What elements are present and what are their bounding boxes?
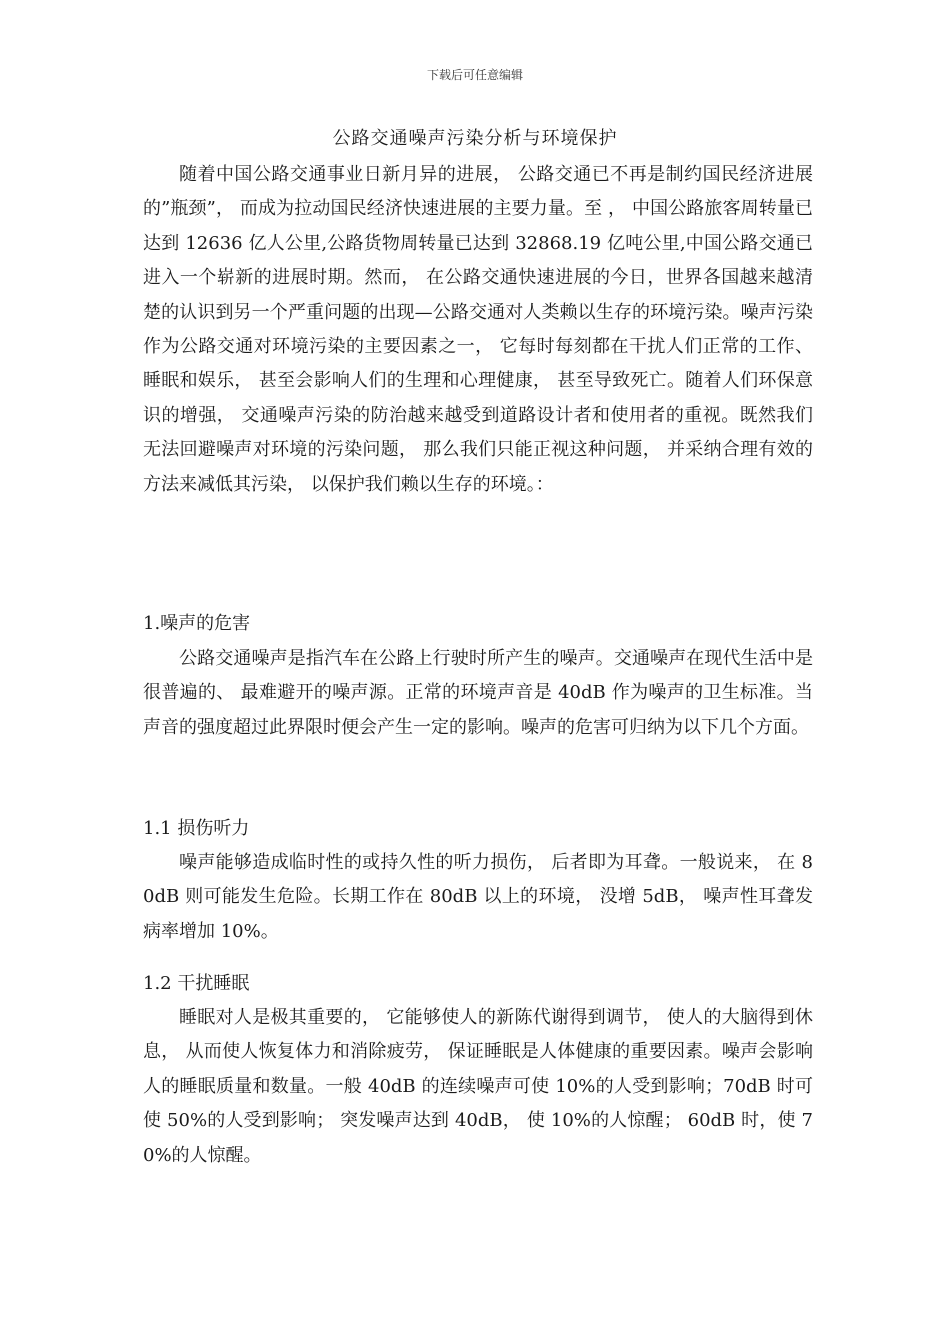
section-heading-1-1: 1.1 损伤听力 xyxy=(143,818,250,839)
intro-paragraph: 随着中国公路交通事业日新月异的进展， 公路交通已不再是制约国民经济进展的”瓶颈”， 而成为拉动国民经济快速进展的主要力量。至 ， 中国公路旅客周转量已达到 12636 亿人公里,公路货物周转量已达到 32868.19 亿吨公里,中国公路交通已进入一个崭新的进展时期。然而， 在公路交通快速进展的今日，世界各国越来越清楚的认识到另一个严重问题的出现—公路交通对人类赖以生存的环境污染。噪声污染作为公路交通对环境污染的主要因素之一， 它每时每刻都在干扰人们正常的工作、 睡眠和娱乐， 甚至会影响人们的生理和心理健康， 甚至导致死亡。随着人们环保意识的增强， 交通噪声污染的防治越来越受到道路设计者和使用者的重视。既然我们无法回避噪声对环境的污染问题， 那么我们只能正视这种问题， 并采纳合理有效的方法来减低其污染， 以保护我们赖以生存的环境。： xyxy=(143,164,813,495)
section-heading-1: 1.噪声的危害 xyxy=(143,613,251,634)
header-note: 下载后可任意编辑 xyxy=(426,68,523,82)
section-1-paragraph: 公路交通噪声是指汽车在公路上行驶时所产生的噪声。交通噪声在现代生活中是很普遍的、 最难避开的噪声源。正常的环境声音是 40dB 作为噪声的卫生标准。当声音的强度超过此界限时便会产生一定的影响。噪声的危害可归纳为以下几个方面。 xyxy=(143,648,813,738)
section-1-1-paragraph: 噪声能够造成临时性的或持久性的听力损伤， 后者即为耳聋。一般说来， 在 80dB 则可能发生危险。长期工作在 80dB 以上的环境， 没增 5dB， 噪声性耳聋发病率增加 10%。 xyxy=(143,852,813,942)
document-title: 公路交通噪声污染分析与环境保护 xyxy=(332,128,618,149)
section-heading-1-2: 1.2 干扰睡眠 xyxy=(143,973,250,994)
section-1-2-paragraph: 睡眠对人是极其重要的， 它能够使人的新陈代谢得到调节， 使人的大脑得到休息， 从而使人恢复体力和消除疲劳， 保证睡眠是人体健康的重要因素。噪声会影响人的睡眠质量和数量。一般 40dB 的连续噪声可使 10%的人受到影响；70dB 时可使 50%的人受到影响； 突发噪声达到 40dB， 使 10%的人惊醒； 60dB 时，使 70%的人惊醒。 xyxy=(143,1007,813,1166)
